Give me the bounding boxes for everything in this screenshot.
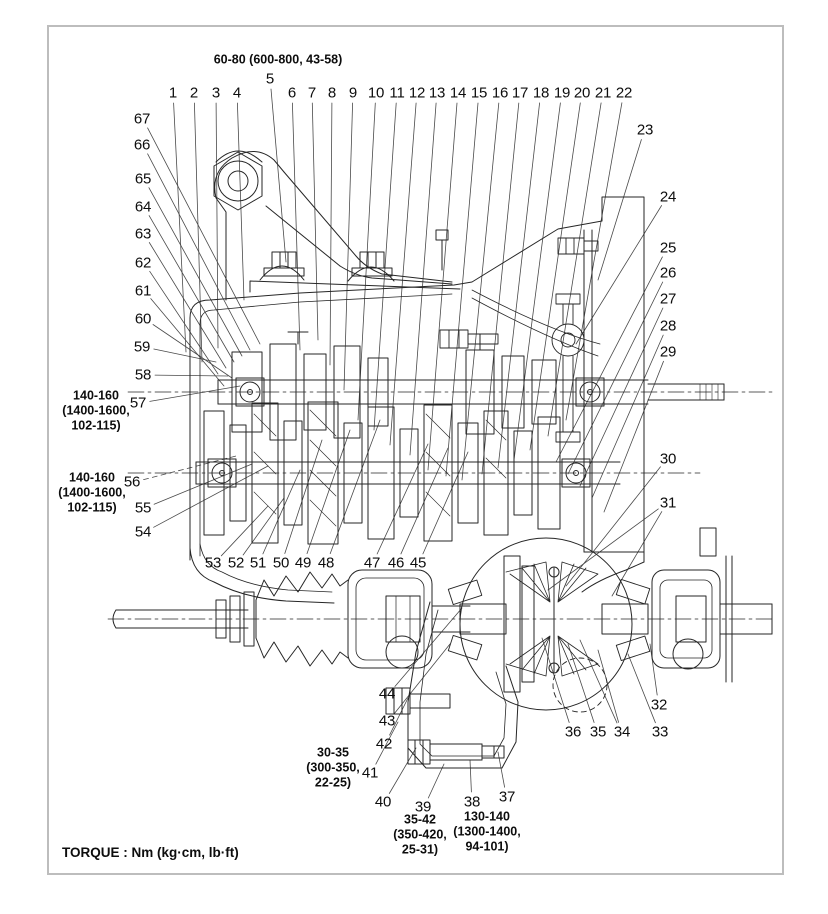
callout-5: 5 — [265, 70, 275, 88]
callout-39: 39 — [414, 798, 432, 816]
callout-47: 47 — [363, 554, 381, 572]
callout-10: 10 — [367, 84, 385, 102]
leader-line-31 — [548, 509, 658, 590]
final-drive-extension — [386, 602, 518, 768]
callout-26: 26 — [659, 264, 677, 282]
leader-line-24 — [576, 206, 662, 345]
torque-note: TORQUE : Nm (kg·cm, lb·ft) — [62, 845, 239, 860]
leader-line-22 — [566, 103, 622, 420]
callout-13: 13 — [428, 84, 446, 102]
leader-line-7 — [312, 103, 318, 340]
callout-8: 8 — [327, 84, 337, 102]
leader-line-62 — [150, 271, 218, 374]
leader-line-44 — [395, 608, 462, 687]
torque-35-42: 35-42 (350-420, 25-31) — [393, 812, 447, 857]
callout-32: 32 — [650, 696, 668, 714]
callout-35: 35 — [589, 723, 607, 741]
callout-60: 60 — [134, 310, 152, 328]
callout-7: 7 — [307, 84, 317, 102]
callout-25: 25 — [659, 239, 677, 257]
callout-36: 36 — [564, 723, 582, 741]
callout-19: 19 — [553, 84, 571, 102]
leader-line-4 — [237, 103, 244, 300]
torque-60-80: 60-80 (600-800, 43-58) — [213, 52, 343, 67]
leader-line-19 — [514, 103, 560, 460]
callout-29: 29 — [659, 343, 677, 361]
callout-59: 59 — [133, 338, 151, 356]
callout-63: 63 — [134, 225, 152, 243]
leader-line-39 — [428, 764, 444, 798]
callout-57: 57 — [129, 394, 147, 412]
leader-line-50 — [285, 440, 322, 554]
callout-2: 2 — [189, 84, 199, 102]
callout-66: 66 — [133, 136, 151, 154]
callout-30: 30 — [659, 450, 677, 468]
callout-38: 38 — [463, 793, 481, 811]
callout-21: 21 — [594, 84, 612, 102]
right-cv-joint — [652, 528, 772, 682]
callout-17: 17 — [511, 84, 529, 102]
callout-64: 64 — [134, 198, 152, 216]
callout-31: 31 — [659, 494, 677, 512]
callout-65: 65 — [134, 170, 152, 188]
callout-67: 67 — [133, 110, 151, 128]
leader-line-47 — [377, 444, 428, 554]
callout-50: 50 — [272, 554, 290, 572]
callout-41: 41 — [361, 764, 379, 782]
callout-53: 53 — [204, 554, 222, 572]
callout-34: 34 — [613, 723, 631, 741]
callout-18: 18 — [532, 84, 550, 102]
leader-line-11 — [374, 103, 396, 430]
callout-3: 3 — [211, 84, 221, 102]
callout-54: 54 — [134, 523, 152, 541]
callout-6: 6 — [287, 84, 297, 102]
leader-line-8 — [330, 103, 332, 365]
callout-45: 45 — [409, 554, 427, 572]
torque-140-160-b: 140-160 (1400-1600, 102-115) — [58, 470, 126, 515]
leader-line-57 — [150, 386, 240, 401]
leader-line-34 — [598, 650, 619, 722]
leader-line-66 — [148, 154, 250, 350]
leader-lines — [144, 89, 664, 798]
leader-line-5 — [271, 89, 286, 262]
callout-44: 44 — [378, 685, 396, 703]
callout-61: 61 — [134, 282, 152, 300]
callout-4: 4 — [232, 84, 242, 102]
callout-55: 55 — [134, 499, 152, 517]
leader-line-18 — [498, 103, 540, 468]
callout-52: 52 — [227, 554, 245, 572]
leader-line-61 — [151, 299, 224, 386]
leader-line-45 — [423, 452, 468, 554]
leader-line-12 — [390, 103, 416, 445]
callout-58: 58 — [134, 366, 152, 384]
leader-line-38 — [470, 760, 471, 792]
callout-1: 1 — [168, 84, 178, 102]
leader-line-40 — [389, 748, 416, 794]
callout-9: 9 — [348, 84, 358, 102]
output-shaft-gear-cluster — [128, 402, 700, 544]
callout-20: 20 — [573, 84, 591, 102]
callout-51: 51 — [249, 554, 267, 572]
callout-11: 11 — [389, 84, 405, 102]
callout-33: 33 — [651, 723, 669, 741]
callout-62: 62 — [134, 254, 152, 272]
leader-line-15 — [446, 103, 478, 476]
callout-14: 14 — [449, 84, 467, 102]
leader-line-67 — [148, 128, 260, 344]
callout-56: 56 — [123, 473, 141, 491]
leader-line-63 — [149, 243, 226, 369]
callout-48: 48 — [317, 554, 335, 572]
torque-130-140: 130-140 (1300-1400, 94-101) — [453, 809, 521, 854]
callout-12: 12 — [408, 84, 426, 102]
callout-43: 43 — [378, 712, 396, 730]
leader-line-51 — [263, 470, 300, 554]
callout-42: 42 — [375, 735, 393, 753]
leader-line-1 — [174, 103, 186, 352]
leader-line-59 — [154, 349, 216, 362]
leader-line-53 — [221, 506, 268, 556]
mount-bracket — [214, 151, 452, 300]
leader-line-35 — [568, 644, 594, 723]
leader-line-28 — [592, 335, 663, 498]
callout-27: 27 — [659, 290, 677, 308]
callout-15: 15 — [470, 84, 488, 102]
callout-23: 23 — [636, 121, 654, 139]
callout-28: 28 — [659, 317, 677, 335]
torque-140-160-a: 140-160 (1400-1600, 102-115) — [62, 388, 130, 433]
torque-30-35: 30-35 (300-350, 22-25) — [306, 745, 360, 790]
callout-40: 40 — [374, 793, 392, 811]
callout-22: 22 — [615, 84, 633, 102]
leader-line-17 — [482, 103, 519, 474]
callout-37: 37 — [498, 788, 516, 806]
leader-line-54 — [154, 466, 268, 527]
callout-16: 16 — [491, 84, 509, 102]
leader-line-23 — [598, 140, 641, 281]
leader-line-32 — [650, 644, 657, 695]
leader-line-6 — [292, 103, 300, 350]
callout-49: 49 — [294, 554, 312, 572]
callout-46: 46 — [387, 554, 405, 572]
leader-line-58 — [155, 375, 228, 376]
callout-24: 24 — [659, 188, 677, 206]
